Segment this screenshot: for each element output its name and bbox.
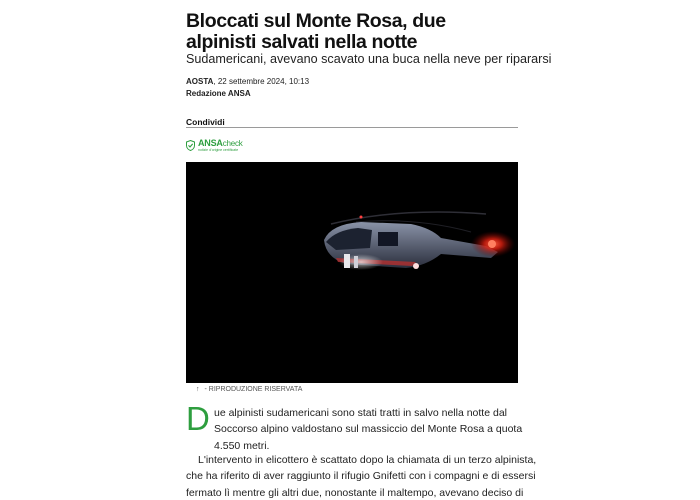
ansa-brand-text: ANSA bbox=[198, 137, 223, 148]
paragraph-line: L'intervento in elicottero è scattato dopo la chiamata di un terzo alpinista, bbox=[198, 454, 537, 466]
paragraph-line: Soccorso alpino valdostano sul massiccio del Monte Rosa a quota bbox=[214, 423, 523, 436]
ansa-check-logo bbox=[198, 139, 243, 148]
helicopter-night-photo bbox=[186, 162, 518, 383]
ansa-check-badge[interactable] bbox=[186, 138, 243, 152]
shield-check-icon bbox=[186, 140, 195, 151]
article-photo[interactable] bbox=[186, 162, 518, 383]
body-paragraph-1 bbox=[214, 405, 523, 454]
ansa-check-word: check bbox=[222, 138, 243, 148]
article-subtitle: Sudamericani, avevano scavato una buca nella neve per ripararsi bbox=[186, 52, 552, 66]
article-title: Bloccati sul Monte Rosa, due alpinisti salvati nella notte bbox=[186, 10, 446, 53]
article-author: Redazione ANSA bbox=[186, 89, 251, 98]
drop-cap: D bbox=[186, 400, 210, 437]
body-paragraph-2 bbox=[186, 452, 537, 500]
dateline-place: AOSTA bbox=[186, 77, 214, 86]
caption-text: - RIPRODUZIONE RISERVATA bbox=[204, 386, 303, 393]
ansa-check-text bbox=[198, 139, 243, 152]
article-dateline bbox=[186, 77, 309, 87]
ansa-check-subtitle: notizie d'origine certificate bbox=[198, 147, 239, 152]
paragraph-line: che ha riferito di aver raggiunto il rifugio Gnifetti con i compagni e di essersi bbox=[186, 470, 536, 483]
dateline-date: , 22 settembre 2024, 10:13 bbox=[213, 77, 310, 86]
photo-caption bbox=[196, 385, 302, 394]
paragraph-line: ue alpinisti sudamericani sono stati tratti in salvo nella notte dal bbox=[214, 407, 507, 419]
arrow-up-icon[interactable]: ↑ bbox=[196, 386, 200, 393]
share-button[interactable]: Condividi bbox=[186, 117, 225, 127]
paragraph-line: fermato lì mentre gli altri due, nonostante il maltempo, avevano deciso di bbox=[186, 486, 524, 499]
share-bar bbox=[186, 112, 518, 128]
paragraph-line: 4.550 metri. bbox=[214, 439, 270, 452]
